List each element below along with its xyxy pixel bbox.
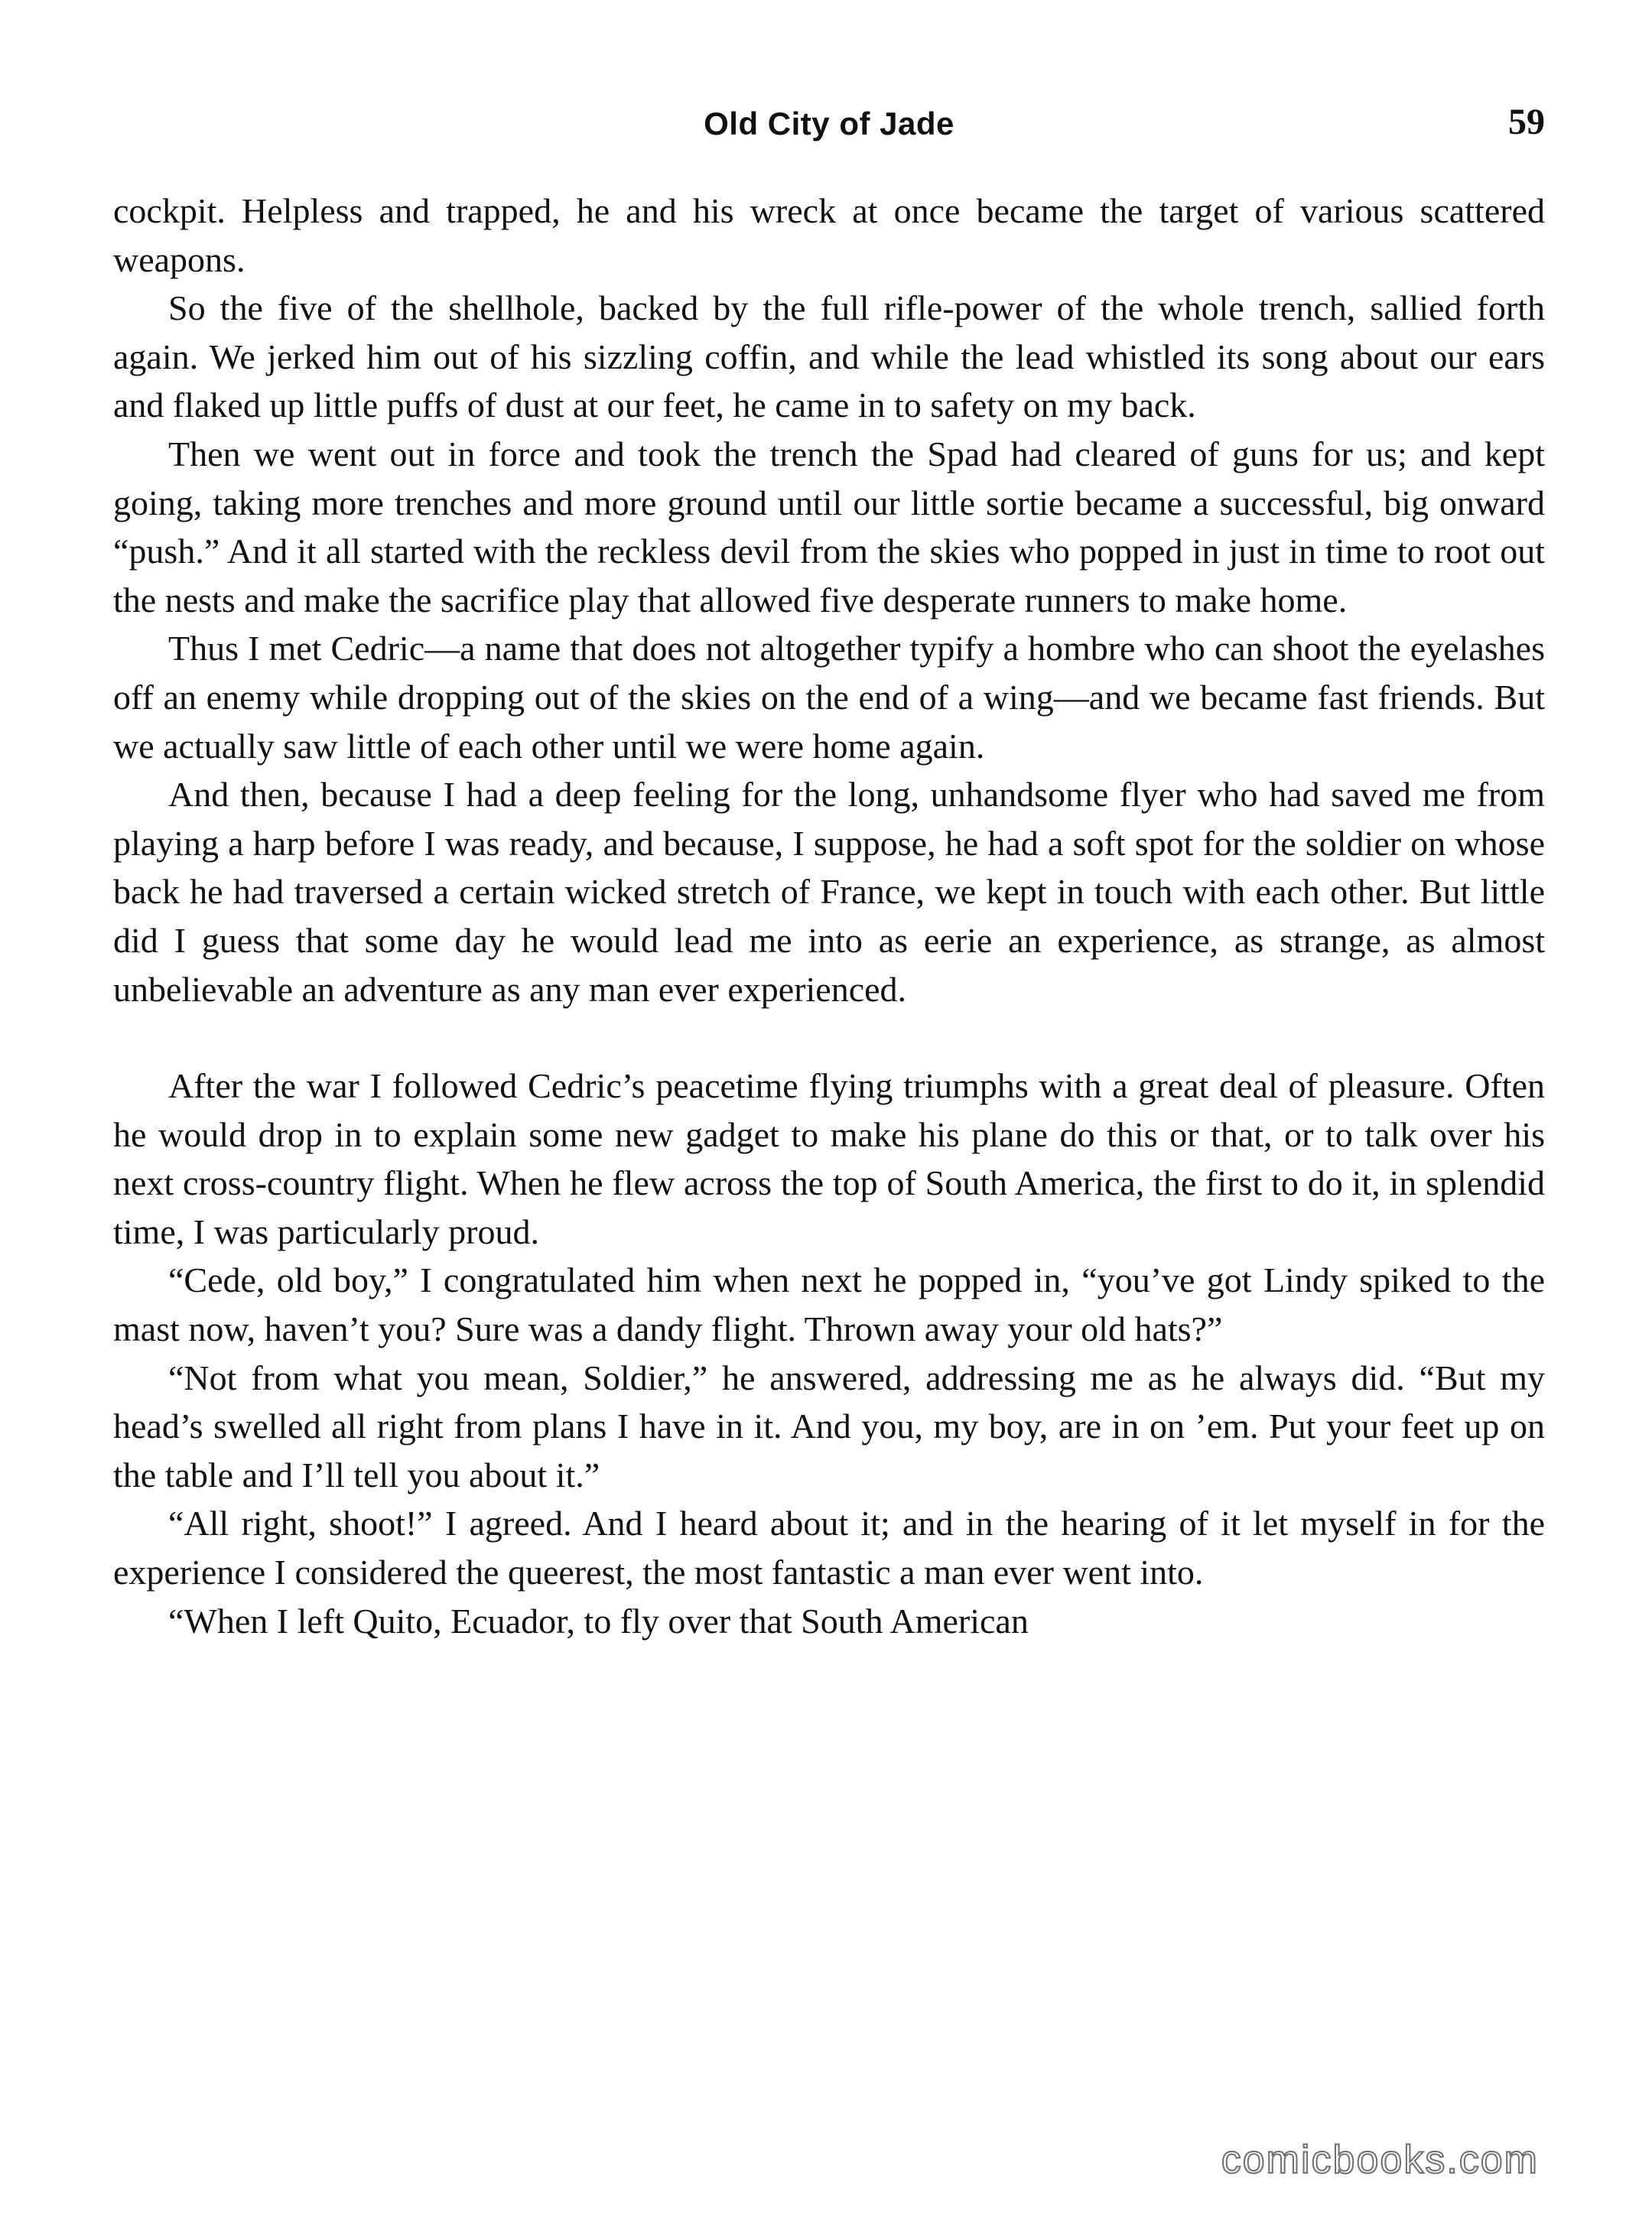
paragraph: Thus I met Cedric—a name that does not altogether typify a hombre who can shoot the eyelashes off an enemy while dropping out of the skies on the end of a wing—and we became fast friends. But we actually saw little of each other until we were home again. xyxy=(113,629,1545,766)
paragraph: “When I left Quito, Ecuador, to fly over that South American xyxy=(168,1601,1029,1641)
watermark: comicbooks.com xyxy=(1221,2138,1539,2182)
paragraph: “Not from what you mean, Soldier,” he answered, addressing me as he always did. “But my head’s swelled all right from plans I have in it. And you, my boy, are in on ’em. Put your feet up on the table and I’ll tell you about it.” xyxy=(113,1358,1545,1494)
paragraph: After the war I followed Cedric’s peacetime flying triumphs with a great deal of pleasure. Often he would drop in to explain some new gadget to make his plane do this or that, or to talk over his next cross-country flight. When he flew across the top of South America, the first to do it, in splendid time, I was particularly proud. xyxy=(113,1066,1545,1251)
paragraph: “All right, shoot!” I agreed. And I heard about it; and in the hearing of it let myself in for the experience I considered the queerest, the most fantastic a man ever went into. xyxy=(113,1504,1545,1592)
section-break xyxy=(113,1013,1545,1062)
paragraph: “Cede, old boy,” I congratulated him when next he popped in, “you’ve got Lindy spiked to the mast now, haven’t you? Sure was a dandy flight. Thrown away your old hats?” xyxy=(113,1260,1545,1349)
page-number: 59 xyxy=(1508,102,1545,142)
page-header xyxy=(113,102,1545,151)
body-text xyxy=(113,187,1545,1645)
paragraph: Then we went out in force and took the trench the Spad had cleared of guns for us; and kept going, taking more trenches and more ground until our little sortie became a successful, big onward “push.” And it all started with the reckless devil from the skies who popped in just in time to root out the nests and make the sacrifice play that allowed five desperate runners to make home. xyxy=(113,434,1545,620)
paragraph: So the five of the shellhole, backed by the full rifle-power of the whole trench, sallied forth again. We jerked him out of his sizzling coffin, and while the lead whistled its song about our ears and flaked up little puffs of dust at our feet, he came in to safety on my back. xyxy=(113,288,1545,425)
paragraph: cockpit. Helpless and trapped, he and his wreck at once became the target of various scattered weapons. xyxy=(113,191,1545,279)
paragraph: And then, because I had a deep feeling for the long, unhandsome flyer who had saved me from playing a harp before I was ready, and because, I suppose, he had a soft spot for the soldier on whose back he had traversed a certain wicked stretch of France, we kept in touch with each other. But little did I guess that some day he would lead me into as eerie an experience, as strange, as almost unbelievable an adventure as any man ever experienced. xyxy=(113,775,1545,1009)
running-title: Old City of Jade xyxy=(704,106,954,141)
